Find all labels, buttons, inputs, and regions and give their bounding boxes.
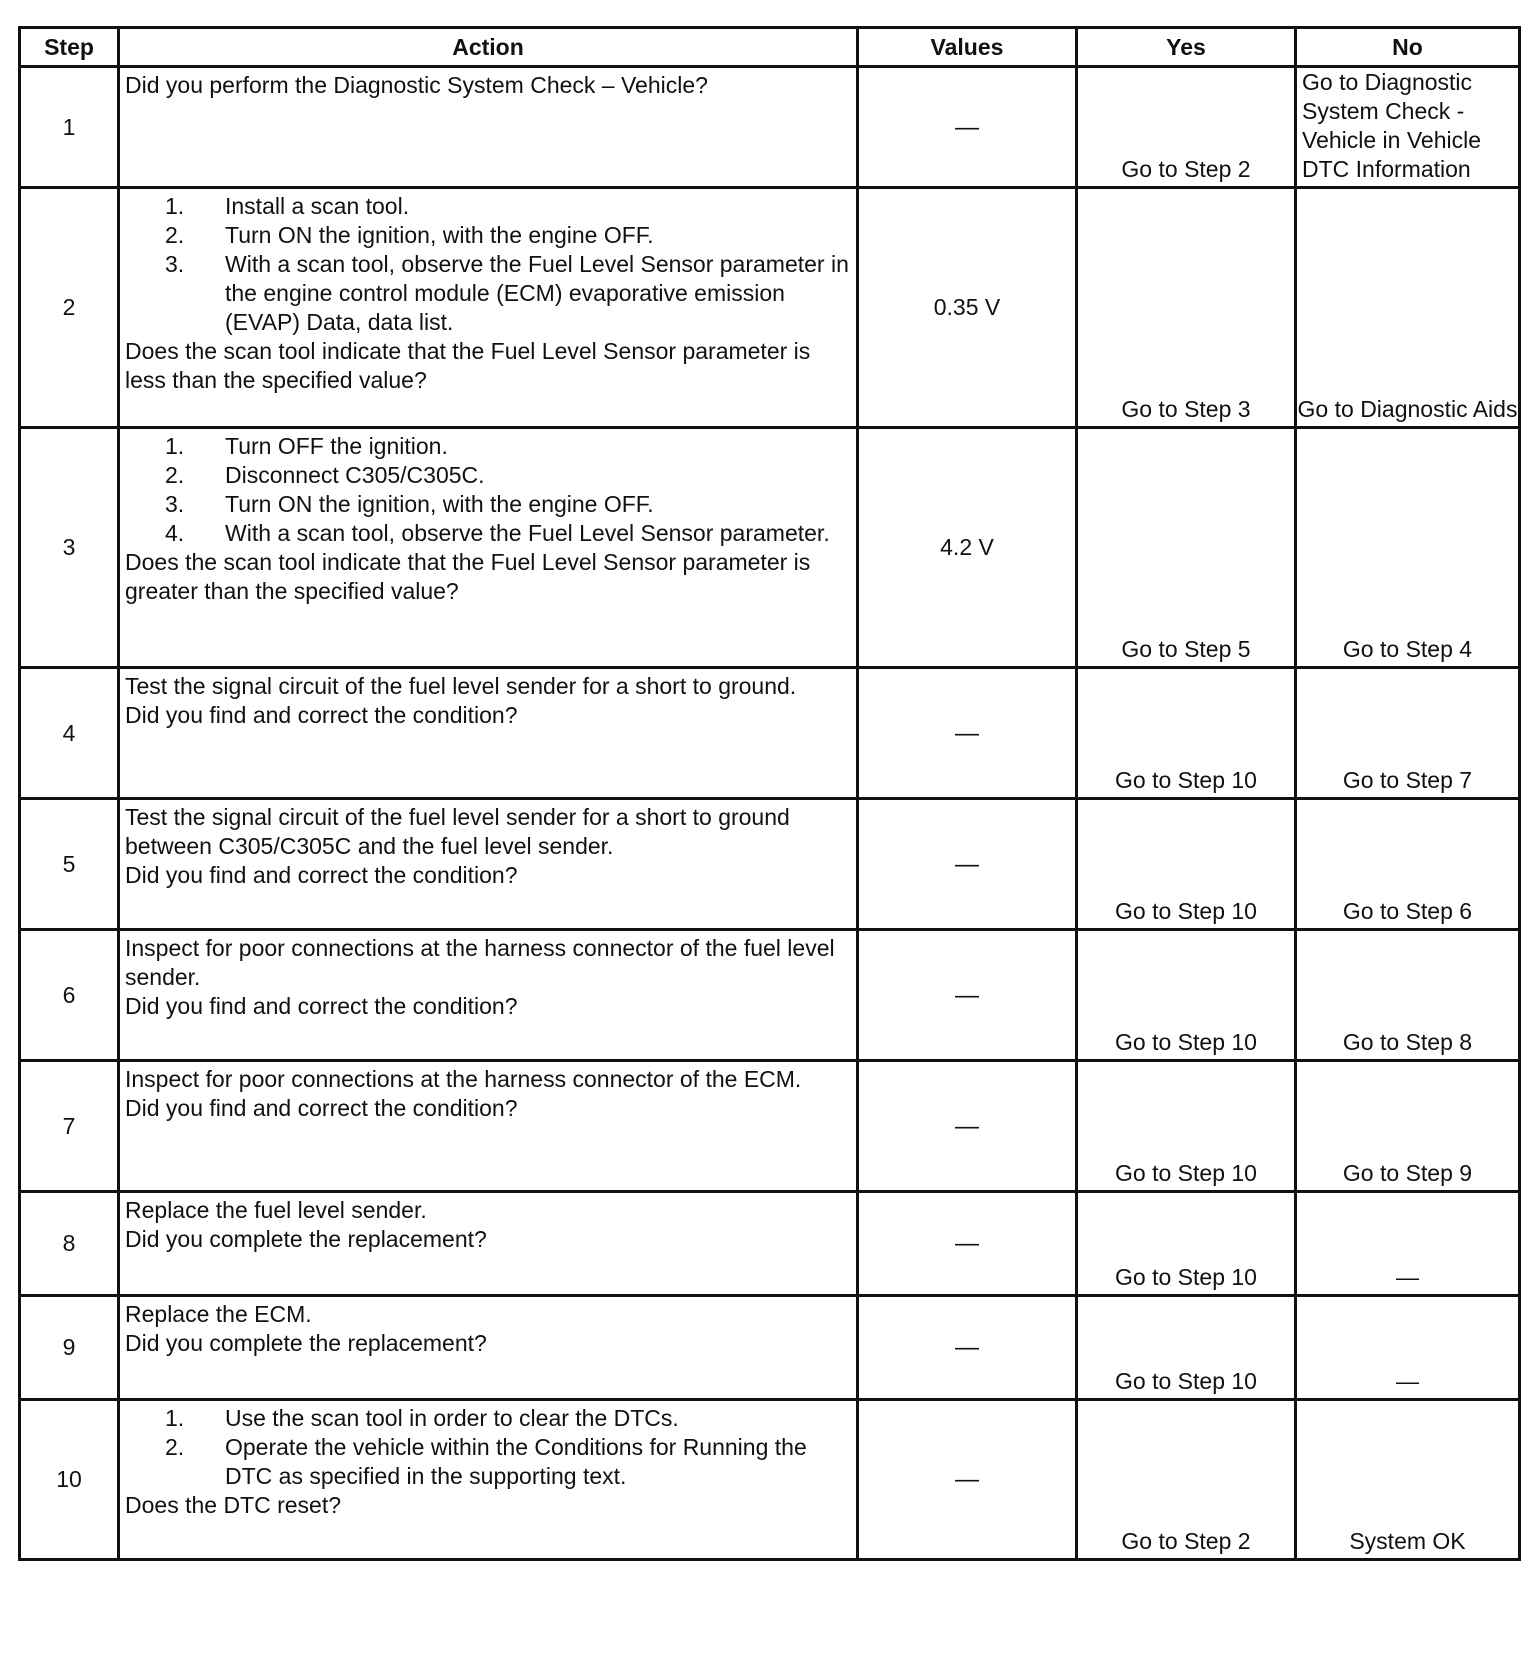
action-cell <box>119 428 858 668</box>
list-item: 1. Install a scan tool. <box>165 193 410 219</box>
yes-cell: Go to Step 10 <box>1077 1192 1296 1296</box>
yes-cell: Go to Step 10 <box>1077 1296 1296 1400</box>
step-number: 9 <box>20 1296 119 1400</box>
table-row <box>20 67 1520 188</box>
yes-cell: Go to Step 2 <box>1077 1400 1296 1560</box>
value-cell: — <box>858 1296 1077 1400</box>
header-yes: Yes <box>1077 28 1296 67</box>
value-cell: 0.35 V <box>858 188 1077 428</box>
list-item: 3. With a scan tool, observe the Fuel Level Sensor parameter in the engine control module (ECM) evaporative emission (EVAP) Data, data list. <box>165 251 849 335</box>
value-cell: — <box>858 1400 1077 1560</box>
action-cell <box>119 930 858 1061</box>
action-cell <box>119 1061 858 1192</box>
no-cell: Go to Step 6 <box>1296 799 1520 930</box>
step-number: 4 <box>20 668 119 799</box>
header-values: Values <box>858 28 1077 67</box>
step-number: 3 <box>20 428 119 668</box>
header-row <box>20 28 1520 67</box>
no-cell: Go to Step 8 <box>1296 930 1520 1061</box>
action-question: Does the scan tool indicate that the Fuel Level Sensor parameter is greater than the specified value? <box>125 549 811 604</box>
no-cell: System OK <box>1296 1400 1520 1560</box>
value-cell: — <box>858 1061 1077 1192</box>
value-cell: 4.2 V <box>858 428 1077 668</box>
action-text: Replace the fuel level sender. <box>125 1197 427 1223</box>
action-question: Did you find and correct the condition? <box>125 1095 518 1121</box>
step-number: 2 <box>20 188 119 428</box>
no-cell: Go to Step 4 <box>1296 428 1520 668</box>
action-question: Did you complete the replacement? <box>125 1226 487 1252</box>
step-number: 8 <box>20 1192 119 1296</box>
list-item: 2. Disconnect C305/C305C. <box>165 462 485 488</box>
value-cell: — <box>858 67 1077 188</box>
action-cell <box>119 1400 858 1560</box>
action-cell <box>119 67 858 188</box>
action-cell <box>119 1192 858 1296</box>
step-number: 5 <box>20 799 119 930</box>
no-cell: Go to Diagnostic Aids <box>1296 188 1520 428</box>
list-item: 1. Turn OFF the ignition. <box>165 433 448 459</box>
procedure-list <box>165 192 851 337</box>
action-question: Did you complete the replacement? <box>125 1330 487 1356</box>
action-text: Replace the ECM. <box>125 1301 312 1327</box>
header-step: Step <box>20 28 119 67</box>
action-cell <box>119 1296 858 1400</box>
diagnostic-table <box>18 26 1521 1561</box>
action-question: Does the scan tool indicate that the Fuel Level Sensor parameter is less than the specified value? <box>125 338 811 393</box>
no-cell: Go to Step 9 <box>1296 1061 1520 1192</box>
list-item: 1. Use the scan tool in order to clear the DTCs. <box>165 1405 679 1431</box>
procedure-list <box>165 1404 851 1491</box>
yes-cell: Go to Step 10 <box>1077 799 1296 930</box>
value-cell: — <box>858 799 1077 930</box>
action-cell <box>119 188 858 428</box>
table-row <box>20 1400 1520 1560</box>
action-text: Test the signal circuit of the fuel level sender for a short to ground between C305/C305C and the fuel level sender. <box>125 804 790 859</box>
table-row <box>20 1192 1520 1296</box>
value-cell: — <box>858 668 1077 799</box>
yes-cell: Go to Step 10 <box>1077 930 1296 1061</box>
action-cell <box>119 799 858 930</box>
table-row <box>20 1296 1520 1400</box>
action-text: Inspect for poor connections at the harness connector of the ECM. <box>125 1066 802 1092</box>
yes-cell: Go to Step 10 <box>1077 668 1296 799</box>
list-item: 3. Turn ON the ignition, with the engine OFF. <box>165 491 654 517</box>
yes-cell: Go to Step 5 <box>1077 428 1296 668</box>
action-text: Inspect for poor connections at the harness connector of the fuel level sender. <box>125 935 835 990</box>
yes-cell: Go to Step 2 <box>1077 67 1296 188</box>
table-row <box>20 428 1520 668</box>
value-cell: — <box>858 1192 1077 1296</box>
step-number: 1 <box>20 67 119 188</box>
list-item: 2. Operate the vehicle within the Conditions for Running the DTC as specified in the supporting text. <box>165 1434 807 1489</box>
no-cell: Go to Diagnostic System Check - Vehicle in Vehicle DTC Information <box>1296 67 1520 188</box>
step-number: 6 <box>20 930 119 1061</box>
action-cell <box>119 668 858 799</box>
table-row <box>20 668 1520 799</box>
action-question: Did you find and correct the condition? <box>125 862 518 888</box>
header-no: No <box>1296 28 1520 67</box>
action-text: Did you perform the Diagnostic System Check – Vehicle? <box>125 72 708 98</box>
yes-cell: Go to Step 10 <box>1077 1061 1296 1192</box>
table-row <box>20 930 1520 1061</box>
no-cell: — <box>1296 1192 1520 1296</box>
table-row <box>20 799 1520 930</box>
header-action: Action <box>119 28 858 67</box>
yes-cell: Go to Step 3 <box>1077 188 1296 428</box>
no-cell: Go to Step 7 <box>1296 668 1520 799</box>
value-cell: — <box>858 930 1077 1061</box>
list-item: 4. With a scan tool, observe the Fuel Level Sensor parameter. <box>165 520 830 546</box>
step-number: 7 <box>20 1061 119 1192</box>
action-text: Test the signal circuit of the fuel level sender for a short to ground. <box>125 673 797 699</box>
action-question: Does the DTC reset? <box>125 1492 342 1518</box>
table-row <box>20 1061 1520 1192</box>
procedure-list <box>165 432 851 548</box>
table-row <box>20 188 1520 428</box>
step-number: 10 <box>20 1400 119 1560</box>
action-question: Did you find and correct the condition? <box>125 702 518 728</box>
list-item: 2. Turn ON the ignition, with the engine OFF. <box>165 222 654 248</box>
no-cell: — <box>1296 1296 1520 1400</box>
action-question: Did you find and correct the condition? <box>125 993 518 1019</box>
